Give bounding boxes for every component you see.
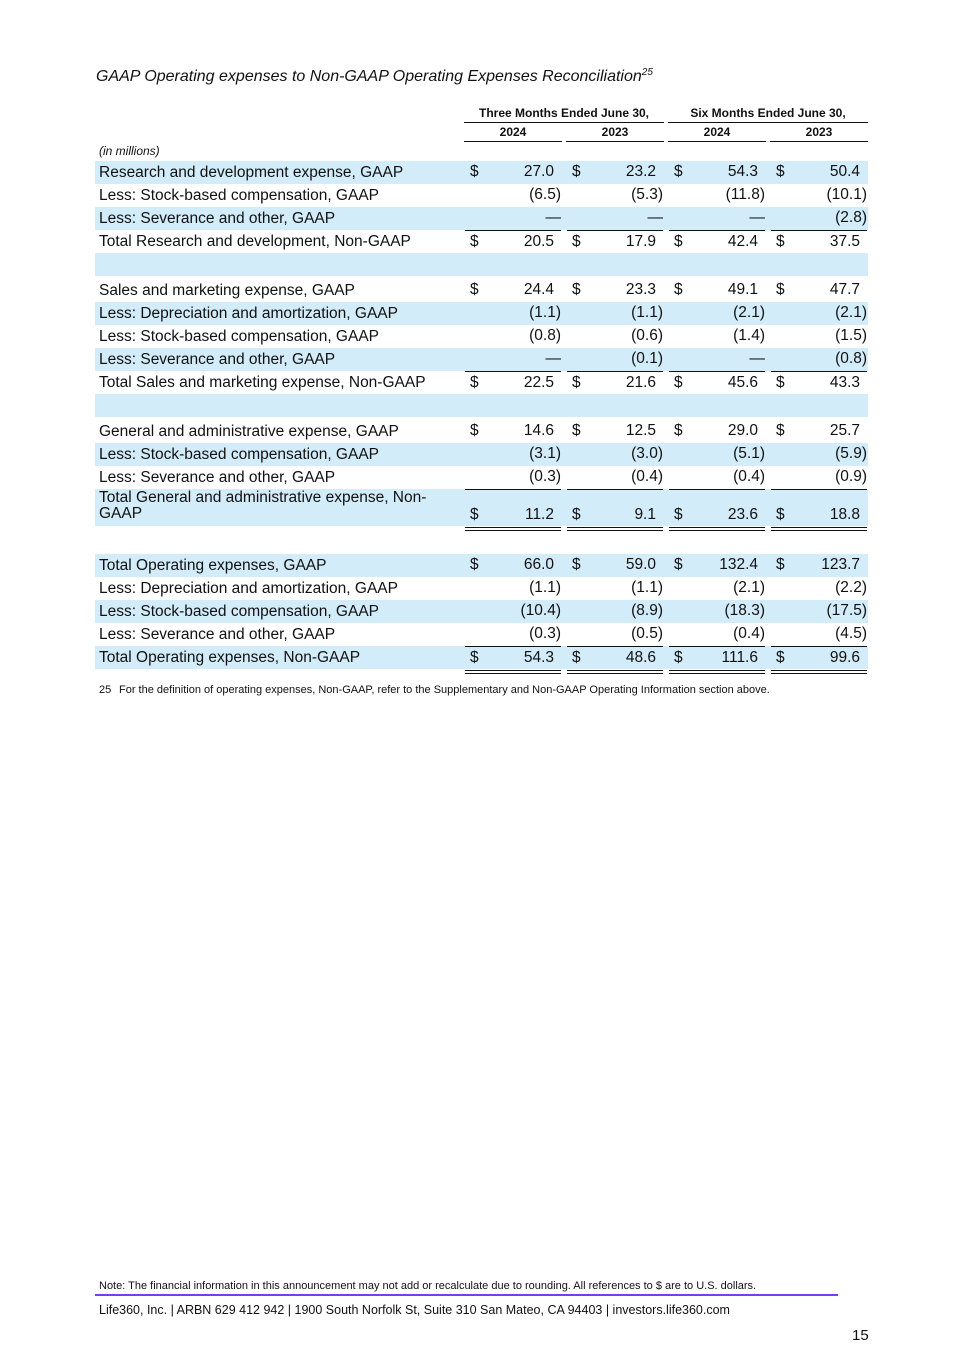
spacer-row: [95, 253, 868, 276]
table-row: [95, 279, 868, 302]
cell-value: (0.6): [631, 327, 663, 344]
cell-value: (4.5): [835, 625, 867, 642]
currency-symbol: $: [674, 233, 683, 250]
value-cell: [771, 348, 867, 371]
cell-value: (2.1): [733, 579, 765, 596]
value-cell: [771, 420, 867, 443]
row-label: Total Operating expenses, Non-GAAP: [99, 649, 361, 666]
row-label: Less: Severance and other, GAAP: [99, 469, 336, 486]
value-cell: [567, 279, 663, 302]
currency-symbol: $: [470, 649, 479, 666]
cell-value: 48.6: [625, 649, 656, 666]
cell-value: (3.0): [631, 445, 663, 462]
value-cell: [669, 577, 765, 600]
cell-value: (6.5): [529, 186, 561, 203]
value-cell: [567, 443, 663, 466]
cell-value: 54.3: [523, 649, 554, 666]
table-row: [95, 466, 868, 489]
cell-value: 23.2: [625, 163, 656, 180]
title-text: GAAP Operating expenses to Non-GAAP Operating Expenses Reconciliation: [96, 68, 642, 85]
value-cell: [465, 466, 561, 489]
spacer-row: [95, 394, 868, 417]
units-label: (in millions): [99, 144, 160, 158]
value-cell: [669, 489, 765, 531]
value-cell: [771, 646, 867, 674]
value-cell: [465, 554, 561, 577]
value-cell: [669, 443, 765, 466]
currency-symbol: $: [572, 422, 581, 439]
currency-symbol: $: [776, 422, 785, 439]
currency-symbol: $: [776, 233, 785, 250]
value-cell: [465, 623, 561, 646]
cell-value: (0.4): [733, 625, 765, 642]
value-cell: [771, 466, 867, 489]
header-year-col-2: 2023: [566, 125, 664, 142]
value-cell: [465, 161, 561, 184]
currency-symbol: $: [776, 374, 785, 391]
currency-symbol: $: [572, 163, 581, 180]
cell-value: (10.1): [826, 186, 867, 203]
row-label: Less: Severance and other, GAAP: [99, 210, 336, 227]
row-label: Less: Depreciation and amortization, GAAP: [99, 305, 398, 322]
cell-value: (0.1): [631, 350, 663, 367]
row-label: Less: Stock-based compensation, GAAP: [99, 328, 380, 345]
value-cell: [465, 600, 561, 623]
row-label: Total Sales and marketing expense, Non-GAAP: [99, 374, 426, 391]
cell-value: 50.4: [829, 163, 860, 180]
row-label: Less: Severance and other, GAAP: [99, 351, 336, 368]
row-label: Less: Stock-based compensation, GAAP: [99, 187, 380, 204]
table-row: [95, 623, 868, 646]
value-cell: [567, 577, 663, 600]
value-cell: [771, 623, 867, 646]
cell-value: 59.0: [625, 556, 656, 573]
value-cell: [567, 207, 663, 230]
value-cell: [567, 489, 663, 531]
cell-value: 123.7: [821, 556, 860, 573]
cell-value: (10.4): [520, 602, 561, 619]
cell-value: 42.4: [727, 233, 758, 250]
cell-value: 37.5: [829, 233, 860, 250]
cell-value: 49.1: [727, 281, 758, 298]
cell-value: (1.1): [529, 579, 561, 596]
value-cell: [567, 161, 663, 184]
footnote: [99, 684, 770, 696]
value-cell: [771, 184, 867, 207]
value-cell: [771, 325, 867, 348]
value-cell: [567, 646, 663, 674]
footnote-text: For the definition of operating expenses, Non-GAAP, refer to the Supplementary and Non-GAAP Operating Information section above.: [119, 684, 770, 696]
value-cell: [465, 443, 561, 466]
spacer-row: [95, 530, 868, 553]
currency-symbol: $: [776, 281, 785, 298]
cell-value: —: [545, 350, 561, 367]
cell-value: 111.6: [721, 649, 758, 666]
cell-value: (18.3): [724, 602, 765, 619]
row-label: Sales and marketing expense, GAAP: [99, 282, 355, 299]
value-cell: [669, 325, 765, 348]
currency-symbol: $: [776, 556, 785, 573]
value-cell: [567, 623, 663, 646]
report-title: [96, 68, 653, 86]
cell-value: (1.1): [631, 304, 663, 321]
currency-symbol: $: [674, 281, 683, 298]
table-row: [95, 577, 868, 600]
table-row: [95, 420, 868, 443]
value-cell: [465, 279, 561, 302]
cell-value: 9.1: [634, 506, 656, 523]
value-cell: [771, 600, 867, 623]
table-row: [95, 646, 868, 669]
value-cell: [771, 443, 867, 466]
row-label: Less: Depreciation and amortization, GAAP: [99, 580, 398, 597]
header-year-col-1: 2024: [464, 125, 562, 142]
currency-symbol: $: [776, 163, 785, 180]
value-cell: [465, 348, 561, 371]
row-label: General and administrative expense, GAAP: [99, 423, 399, 440]
table-row: [95, 161, 868, 184]
cell-value: 132.4: [719, 556, 758, 573]
currency-symbol: $: [572, 506, 581, 523]
cell-value: 24.4: [523, 281, 554, 298]
table-row: [95, 489, 868, 526]
cell-value: (0.4): [631, 468, 663, 485]
cell-value: 12.5: [625, 422, 656, 439]
value-cell: [465, 489, 561, 531]
cell-value: (0.8): [835, 350, 867, 367]
cell-value: (1.1): [631, 579, 663, 596]
cell-value: 14.6: [523, 422, 554, 439]
value-cell: [465, 325, 561, 348]
cell-value: (0.3): [529, 625, 561, 642]
currency-symbol: $: [674, 374, 683, 391]
cell-value: (0.8): [529, 327, 561, 344]
cell-value: 54.3: [727, 163, 758, 180]
table-row: [95, 302, 868, 325]
cell-value: —: [545, 209, 561, 226]
value-cell: [771, 554, 867, 577]
footnote-number: 25: [99, 684, 112, 696]
value-cell: [669, 623, 765, 646]
row-label: Less: Stock-based compensation, GAAP: [99, 603, 380, 620]
value-cell: [771, 161, 867, 184]
value-cell: [465, 302, 561, 325]
table-row: [95, 230, 868, 253]
currency-symbol: $: [776, 506, 785, 523]
row-label: Less: Stock-based compensation, GAAP: [99, 446, 380, 463]
currency-symbol: $: [674, 506, 683, 523]
currency-symbol: $: [470, 422, 479, 439]
cell-value: (5.9): [835, 445, 867, 462]
value-cell: [771, 279, 867, 302]
rounding-note: Note: The financial information in this announcement may not add or recalculate due to rounding. All references to $ are to U.S. dollars.: [99, 1280, 757, 1292]
currency-symbol: $: [470, 281, 479, 298]
currency-symbol: $: [470, 506, 479, 523]
value-cell: [669, 646, 765, 674]
table-row: [95, 325, 868, 348]
currency-symbol: $: [572, 233, 581, 250]
value-cell: [669, 348, 765, 371]
value-cell: [771, 577, 867, 600]
cell-value: 66.0: [523, 556, 554, 573]
value-cell: [669, 466, 765, 489]
cell-value: 23.6: [727, 506, 758, 523]
cell-value: (1.4): [733, 327, 765, 344]
cell-value: (0.4): [733, 468, 765, 485]
cell-value: (3.1): [529, 445, 561, 462]
row-label: Total Operating expenses, GAAP: [99, 557, 327, 574]
currency-symbol: $: [470, 163, 479, 180]
header-six-months: Six Months Ended June 30,: [668, 106, 868, 123]
row-label: Research and development expense, GAAP: [99, 164, 404, 181]
cell-value: 22.5: [523, 374, 554, 391]
table-row: [95, 348, 868, 371]
cell-value: (11.8): [725, 186, 765, 203]
cell-value: 29.0: [727, 422, 758, 439]
value-cell: [567, 184, 663, 207]
cell-value: 45.6: [727, 374, 758, 391]
value-cell: [465, 577, 561, 600]
value-cell: [567, 420, 663, 443]
header-three-months: Three Months Ended June 30,: [464, 106, 664, 123]
currency-symbol: $: [572, 649, 581, 666]
currency-symbol: $: [470, 556, 479, 573]
value-cell: [567, 466, 663, 489]
cell-value: (1.5): [835, 327, 867, 344]
cell-value: (1.1): [529, 304, 561, 321]
cell-value: —: [749, 350, 765, 367]
value-cell: [567, 554, 663, 577]
currency-symbol: $: [572, 556, 581, 573]
cell-value: 17.9: [625, 233, 656, 250]
cell-value: 18.8: [829, 506, 860, 523]
value-cell: [567, 302, 663, 325]
cell-value: 23.3: [625, 281, 656, 298]
footer-divider: [95, 1294, 838, 1296]
row-label: Total General and administrative expense, Non-GAAP: [99, 489, 427, 522]
cell-value: 20.5: [523, 233, 554, 250]
currency-symbol: $: [674, 163, 683, 180]
value-cell: [567, 600, 663, 623]
header-year-col-3: 2024: [668, 125, 766, 142]
value-cell: [771, 489, 867, 531]
cell-value: 47.7: [829, 281, 860, 298]
value-cell: [465, 646, 561, 674]
cell-value: 25.7: [829, 422, 860, 439]
value-cell: [669, 420, 765, 443]
currency-symbol: $: [572, 374, 581, 391]
title-footnote-ref: 25: [641, 67, 653, 78]
value-cell: [567, 325, 663, 348]
value-cell: [669, 600, 765, 623]
table-row: [95, 554, 868, 577]
cell-value: (2.1): [733, 304, 765, 321]
table-row: [95, 371, 868, 394]
value-cell: [465, 207, 561, 230]
currency-symbol: $: [470, 374, 479, 391]
value-cell: [669, 161, 765, 184]
value-cell: [465, 184, 561, 207]
cell-value: (17.5): [826, 602, 867, 619]
value-cell: [669, 279, 765, 302]
table-row: [95, 184, 868, 207]
currency-symbol: $: [674, 422, 683, 439]
cell-value: —: [647, 209, 663, 226]
currency-symbol: $: [470, 233, 479, 250]
currency-symbol: $: [674, 649, 683, 666]
table-row: [95, 207, 868, 230]
value-cell: [771, 207, 867, 230]
row-label: Less: Severance and other, GAAP: [99, 626, 336, 643]
cell-value: 27.0: [523, 163, 554, 180]
cell-value: 21.6: [625, 374, 656, 391]
currency-symbol: $: [776, 649, 785, 666]
value-cell: [567, 348, 663, 371]
cell-value: (5.1): [733, 445, 765, 462]
value-cell: [669, 554, 765, 577]
currency-symbol: $: [674, 556, 683, 573]
cell-value: 43.3: [829, 374, 860, 391]
cell-value: (2.2): [835, 579, 867, 596]
table-row: [95, 600, 868, 623]
table-row: [95, 443, 868, 466]
row-label: Total Research and development, Non-GAAP: [99, 233, 411, 250]
cell-value: (0.5): [631, 625, 663, 642]
page-number: 15: [852, 1327, 869, 1344]
cell-value: 99.6: [829, 649, 860, 666]
cell-value: (2.1): [835, 304, 867, 321]
cell-value: (0.3): [529, 468, 561, 485]
header-year-col-4: 2023: [770, 125, 868, 142]
currency-symbol: $: [572, 281, 581, 298]
cell-value: (8.9): [631, 602, 663, 619]
value-cell: [465, 420, 561, 443]
value-cell: [669, 207, 765, 230]
cell-value: —: [749, 209, 765, 226]
cell-value: (0.9): [835, 468, 867, 485]
company-address: Life360, Inc. | ARBN 629 412 942 | 1900 South Norfolk St, Suite 310 San Mateo, CA 94403 | investors.life360.com: [99, 1303, 730, 1317]
value-cell: [669, 302, 765, 325]
cell-value: (5.3): [631, 186, 663, 203]
value-cell: [771, 302, 867, 325]
value-cell: [669, 184, 765, 207]
cell-value: 11.2: [524, 506, 554, 523]
cell-value: (2.8): [835, 209, 867, 226]
